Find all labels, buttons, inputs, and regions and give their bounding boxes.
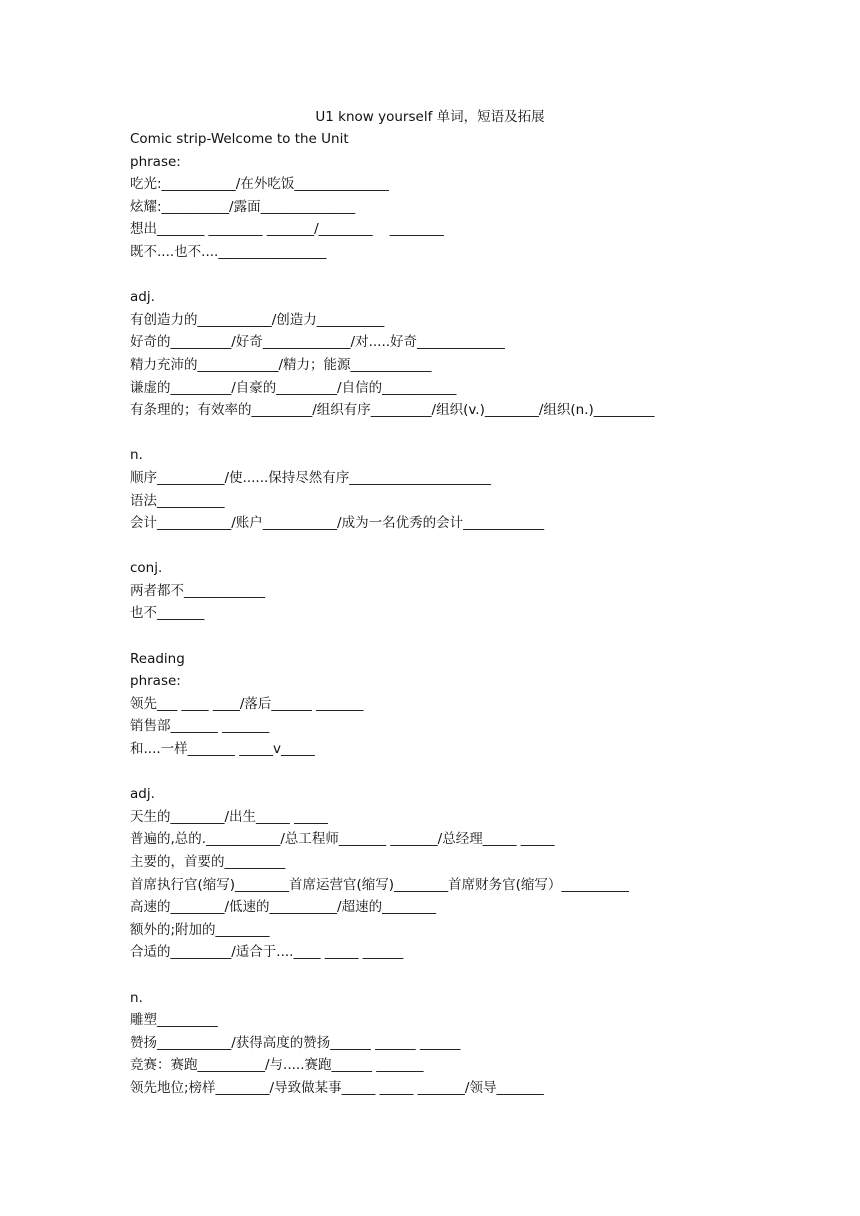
worksheet-line: 谦虚的_________/自豪的_________/自信的___________	[130, 379, 457, 396]
blank-line	[130, 535, 830, 558]
worksheet-line: 销售部_______ _______	[130, 718, 270, 735]
worksheet-line: 首席执行官(缩写)________首席运营官(缩写)________首席财务官(缩写）__________	[130, 876, 629, 893]
blank-line	[130, 625, 830, 648]
worksheet-line: 顺序__________/使......保持尽然有序_____________________	[130, 469, 492, 486]
worksheet-line: 想出_______ ________ _______/________ ________	[130, 221, 444, 238]
worksheet-line: 额外的;附加的________	[130, 921, 270, 938]
worksheet-line: Reading	[130, 650, 185, 667]
worksheet-line: 既不....也不....________________	[130, 243, 327, 260]
worksheet-line: adj.	[130, 289, 155, 306]
worksheet-line: 吃光:___________/在外吃饭______________	[130, 176, 389, 193]
worksheet-line: phrase:	[130, 153, 181, 170]
worksheet-line: 有创造力的___________/创造力__________	[130, 311, 385, 328]
worksheet-line: 雕塑_________	[130, 1012, 218, 1029]
worksheet-line: 两者都不____________	[130, 582, 265, 599]
worksheet-line: 领先地位;榜样________/导致做某事_____ _____ _______/领导_______	[130, 1079, 544, 1096]
worksheet-line: 语法__________	[130, 492, 225, 509]
blank-line	[130, 264, 830, 287]
worksheet-line: 也不_______	[130, 605, 205, 622]
worksheet-line: 竞赛：赛跑__________/与.....赛跑______ _______	[130, 1057, 424, 1074]
worksheet-line: 好奇的_________/好奇_____________/对.....好奇_____________	[130, 334, 505, 351]
worksheet-line: 普遍的,总的.___________/总工程师_______ _______/总经理_____ _____	[130, 831, 555, 848]
worksheet-line: 天生的________/出生_____ _____	[130, 808, 328, 825]
worksheet-line: 炫耀:__________/露面______________	[130, 198, 356, 215]
worksheet-line: conj.	[130, 560, 163, 577]
worksheet-line: 会计___________/账户___________/成为一名优秀的会计____________	[130, 515, 545, 532]
worksheet-line: n.	[130, 989, 143, 1006]
worksheet-line: 主要的，首要的_________	[130, 854, 286, 870]
worksheet-line: 高速的________/低速的__________/超速的________	[130, 899, 437, 916]
worksheet-line: 合适的_________/适合于....____ _____ ______	[130, 944, 404, 961]
worksheet-line: 精力充沛的____________/精力；能源____________	[130, 356, 432, 373]
worksheet-line: 赞扬___________/获得高度的赞扬______ ______ ______	[130, 1034, 461, 1051]
worksheet-line: phrase:	[130, 673, 181, 690]
blank-line	[130, 964, 830, 987]
worksheet-line: 有条理的；有效率的_________/组织有序_________/组织(v.)________/组织(n.)_________	[130, 402, 655, 419]
worksheet-line: Comic strip-Welcome to the Unit	[130, 131, 349, 147]
blank-line	[130, 422, 830, 445]
document-title: U1 know yourself 单词，短语及拓展	[315, 109, 545, 125]
blank-line	[130, 761, 830, 784]
worksheet-body	[130, 128, 830, 1100]
worksheet-line: adj.	[130, 786, 155, 803]
worksheet-line: n.	[130, 447, 143, 464]
worksheet-line: 和....一样_______ _____v_____	[130, 741, 315, 758]
worksheet-line: 领先___ ____ ____/落后______ _______	[130, 695, 364, 712]
